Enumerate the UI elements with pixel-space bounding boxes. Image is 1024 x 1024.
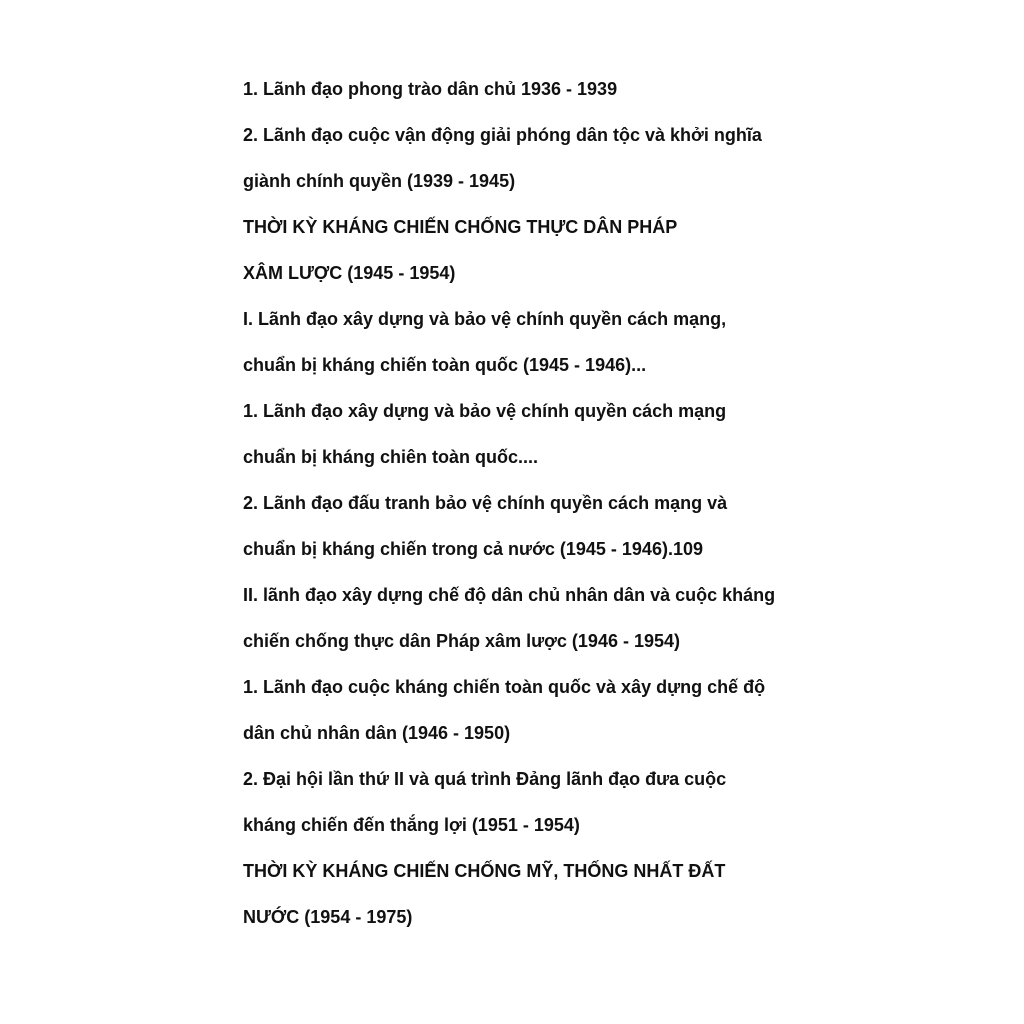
toc-line: II. lãnh đạo xây dựng chế độ dân chủ nhân dân và cuộc kháng	[243, 585, 776, 605]
toc-line: chuẩn bị kháng chiến trong cả nước (1945 - 1946).109	[243, 539, 703, 559]
toc-line: chiến chống thực dân Pháp xâm lược (1946 - 1954)	[243, 631, 680, 651]
section-heading: NƯỚC (1954 - 1975)	[243, 907, 413, 927]
toc-line: 2. Lãnh đạo đấu tranh bảo vệ chính quyền cách mạng và	[243, 493, 728, 513]
toc-line: 1. Lãnh đạo xây dựng và bảo vệ chính quyền cách mạng	[243, 401, 727, 421]
toc-line: giành chính quyền (1939 - 1945)	[243, 171, 516, 191]
section-heading: THỜI KỲ KHÁNG CHIẾN CHỐNG THỰC DÂN PHÁP	[243, 217, 678, 237]
table-of-contents	[243, 76, 808, 950]
section-heading: THỜI KỲ KHÁNG CHIẾN CHỐNG MỸ, THỐNG NHẤT ĐẤT	[243, 861, 726, 881]
toc-line: dân chủ nhân dân (1946 - 1950)	[243, 723, 511, 743]
toc-line: 1. Lãnh đạo phong trào dân chủ 1936 - 1939	[243, 79, 618, 99]
toc-line: kháng chiến đến thắng lợi (1951 - 1954)	[243, 815, 580, 835]
toc-line: I. Lãnh đạo xây dựng và bảo vệ chính quyền cách mạng,	[243, 309, 727, 329]
toc-line: 2. Lãnh đạo cuộc vận động giải phóng dân tộc và khởi nghĩa	[243, 125, 762, 145]
toc-line: chuẩn bị kháng chiến toàn quốc (1945 - 1946)...	[243, 355, 647, 375]
section-heading: XÂM LƯỢC (1945 - 1954)	[243, 263, 456, 283]
toc-line: 2. Đại hội lần thứ II và quá trình Đảng lãnh đạo đưa cuộc	[243, 769, 727, 789]
toc-line: 1. Lãnh đạo cuộc kháng chiến toàn quốc và xây dựng chế độ	[243, 677, 766, 697]
toc-line: chuẩn bị kháng chiên toàn quốc....	[243, 447, 539, 467]
